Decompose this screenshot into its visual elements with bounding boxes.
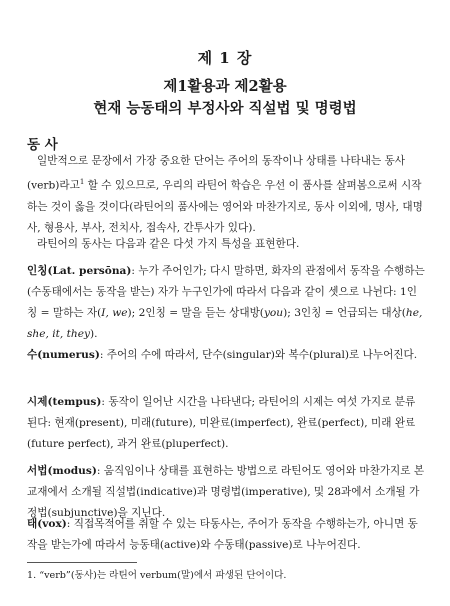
person-text-c: ); 3인칭 = 언급되는 대상( [283, 307, 406, 319]
person-they: he, she, it, they [27, 307, 423, 340]
footnote-ref: 1 [79, 178, 85, 186]
voice-paragraph [27, 514, 425, 556]
chapter-title-line2: 현재 능동태의 부정사와 직설법 및 명령법 [93, 100, 357, 117]
section-heading-verb: 동 사 [27, 137, 58, 153]
person-text-a: : 누가 주어인가; 다시 말하면, 화자의 관점에서 동작을 수행하는(수동태에서는 동작을 받는) 자가 누구인가에 따라서 다음과 같이 셋으로 나뉜다: 1인칭 = 말하는 자( [27, 265, 425, 319]
mood-term: 서법(modus) [27, 465, 97, 477]
voice-term: 태(vox) [27, 518, 67, 530]
intro-text-a: 일반적으로 문장에서 가장 중요한 단어는 주어의 동작이나 상태를 나타내는 동사(verb)라고 [27, 155, 406, 192]
footnote-number: 1. [27, 570, 37, 581]
person-paragraph [27, 261, 425, 345]
person-text-d: ). [89, 328, 98, 340]
footnote [27, 569, 425, 583]
person-you: you [263, 307, 284, 319]
footnote-text: “verb”(동사)는 라틴어 verbum(말)에서 파생된 단어이다. [36, 570, 287, 581]
chapter-title-line1: 제1활용과 제2활용 [163, 78, 287, 95]
number-paragraph [27, 345, 425, 366]
person-text-b: ); 2인칭 = 말을 듣는 상대방( [127, 307, 264, 319]
number-text: : 주어의 수에 따라서, 단수(singular)와 복수(plural)로 나누어진다. [99, 349, 418, 361]
intro-paragraph [27, 151, 425, 239]
mood-text: : 움직임이나 상태를 표현하는 방법으로 라틴어도 영어와 마찬가지로 본 교재에서 소개될 직설법(indicative)과 명령법(imperative), 및 28과에서 소개될 가정법(subjunctive)을 지닌다. [27, 465, 425, 519]
tense-term: 시제(tempus) [27, 396, 102, 408]
person-i-we: I, we [101, 307, 128, 319]
chapter-number: 제 1 장 [197, 49, 253, 67]
tense-text: : 동작이 일어난 시간을 나타낸다; 라틴어의 시제는 여섯 가지로 분류된다: 현재(present), 미래(future), 미완료(imperfect), 완료(perfect), 미래 완료(future perfect), 과거 완료(pluperfect). [27, 396, 416, 450]
intro-text-b: 할 수 있으므로, 우리의 라틴어 학습은 우선 이 품사를 살펴봄으로써 시작하는 것이 옳을 것이다(라틴어의 품사에는 영어와 마찬가지로, 동사 이외에, 명사, 대명사, 형용사, 부사, 전치사, 접속사, 간투사가 있다). [27, 179, 423, 234]
footnote-rule [27, 562, 137, 563]
features-intro-paragraph: 라틴어의 동사는 다음과 같은 다섯 가지 특성을 표현한다. [37, 238, 300, 250]
person-term: 인칭(Lat. persōna) [27, 265, 132, 277]
voice-text: : 직접목적어를 취할 수 있는 타동사는, 주어가 동작을 수행하는가, 아니면 동작을 받는가에 따라서 능동태(active)와 수동태(passive)로 나누어진다. [27, 518, 418, 551]
number-term: 수(numerus) [27, 349, 100, 361]
tense-paragraph [27, 392, 425, 455]
